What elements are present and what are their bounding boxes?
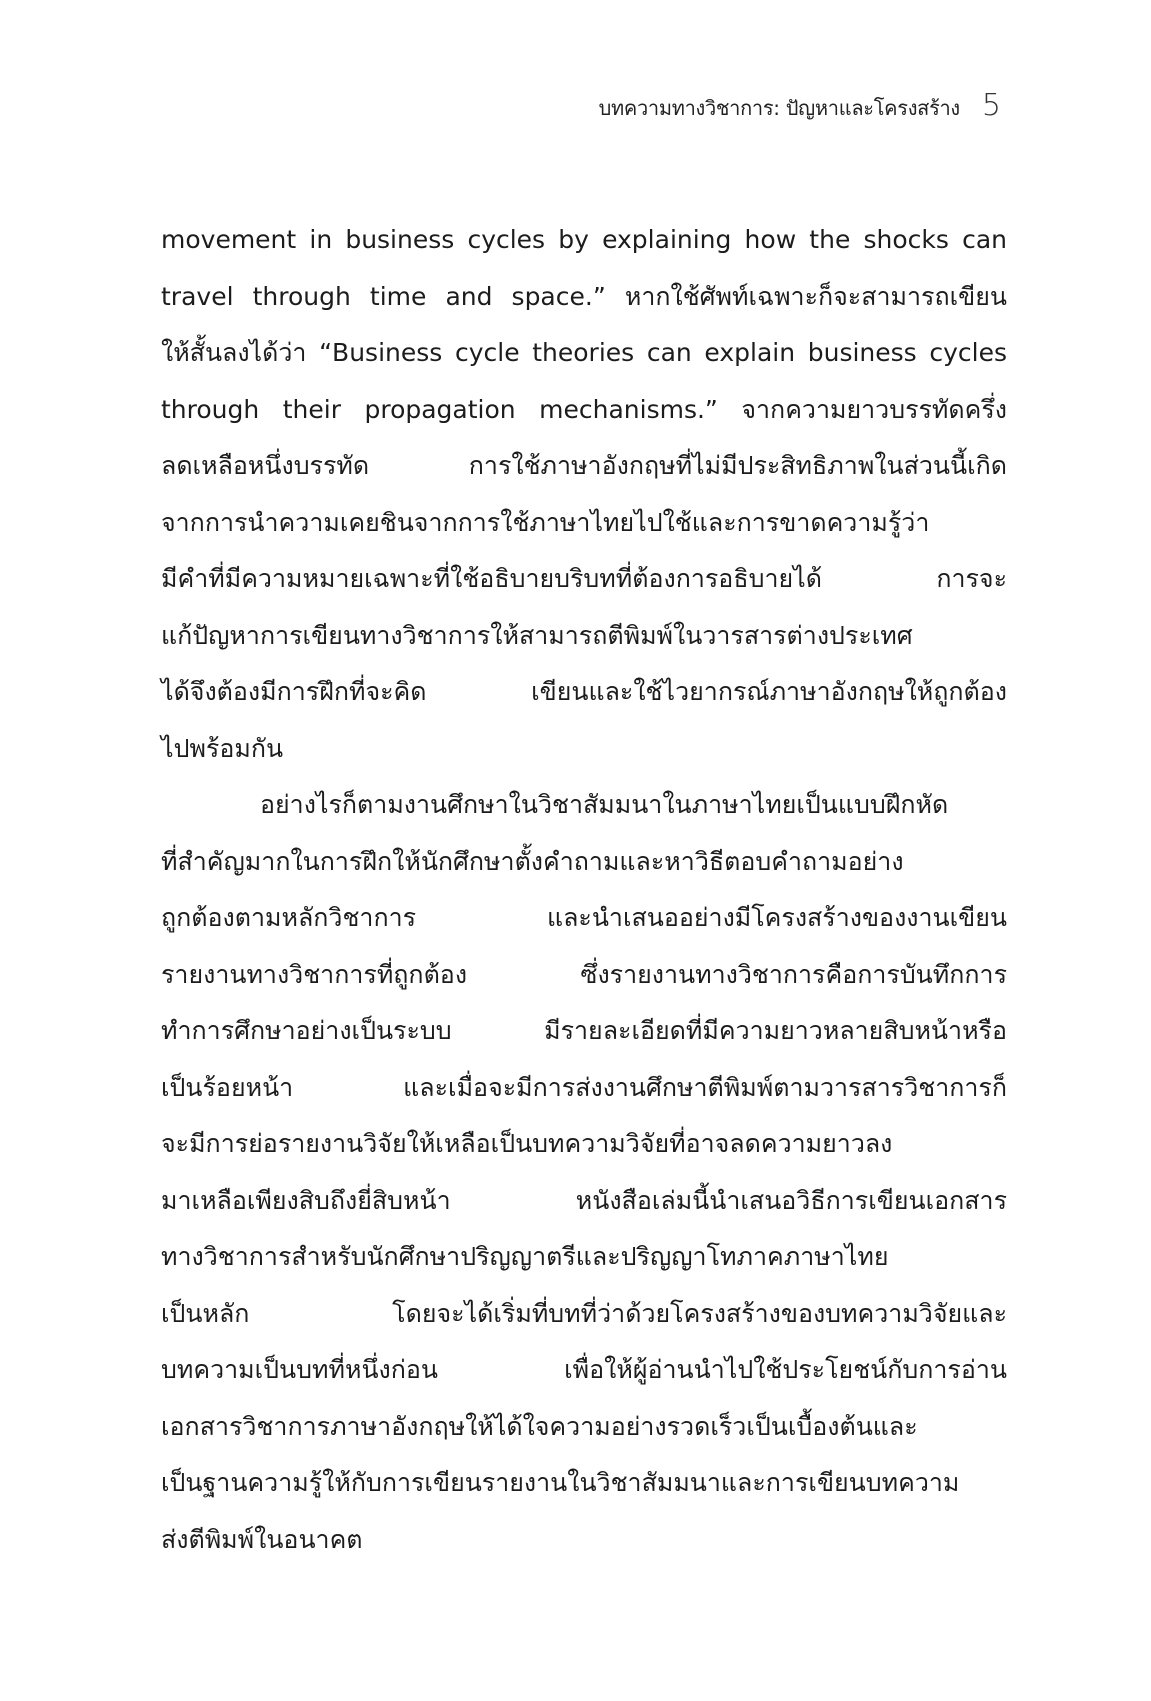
text-line: เอกสารวิชาการภาษาอังกฤษให้ได้ใจความอย่างรวดเร็วเป็นเบื้องต้นและ bbox=[161, 1411, 918, 1441]
text-line: เป็นหลัก โดยจะได้เริ่มที่บทที่ว่าด้วยโครงสร้างของบทความวิจัยและ bbox=[161, 1298, 1007, 1328]
text-line: ให้สั้นลงได้ว่า “Business cycle theories can explain business cycles bbox=[161, 338, 1007, 367]
text-line: ทำการศึกษาอย่างเป็นระบบ มีรายละเอียดที่มีความยาวหลายสิบหน้าหรือ bbox=[161, 1016, 1007, 1045]
paragraph-end-line: ส่งตีพิมพ์ในอนาคต bbox=[161, 1524, 363, 1554]
text-line: movement in business cycles by explaining how the shocks can bbox=[161, 225, 1007, 254]
page-number: 5 bbox=[981, 88, 1001, 123]
text-line: through their propagation mechanisms.” จากความยาวบรรทัดครึ่ง bbox=[161, 394, 1007, 424]
text-line: จากการนำความเคยชินจากการใช้ภาษาไทยไปใช้และการขาดความรู้ว่า bbox=[161, 507, 930, 537]
body-text bbox=[161, 212, 1007, 1568]
text-line: แก้ปัญหาการเขียนทางวิชาการให้สามารถตีพิมพ์ในวารสารต่างประเทศ bbox=[161, 620, 913, 650]
text-line: มาเหลือเพียงสิบถึงยี่สิบหน้า หนังสือเล่มนี้นำเสนอวิธีการเขียนเอกสาร bbox=[161, 1185, 1007, 1215]
text-line: ที่สำคัญมากในการฝึกให้นักศึกษาตั้งคำถามและหาวิธีตอบคำถามอย่าง bbox=[161, 846, 904, 876]
paragraph-end-line: ไปพร้อมกัน bbox=[161, 733, 284, 763]
text-line: ได้จึงต้องมีการฝึกที่จะคิด เขียนและใช้ไวยากรณ์ภาษาอังกฤษให้ถูกต้อง bbox=[161, 677, 1007, 706]
paragraph-first-line: อย่างไรก็ตามงานศึกษาในวิชาสัมมนาในภาษาไทยเป็นแบบฝึกหัด bbox=[260, 790, 949, 819]
running-header-title: บทความทางวิชาการ: ปัญหาและโครงสร้าง bbox=[598, 96, 960, 120]
text-line: บทความเป็นบทที่หนึ่งก่อน เพื่อให้ผู้อ่านนำไปใช้ประโยชน์กับการอ่าน bbox=[161, 1355, 1007, 1384]
text-line: จะมีการย่อรายงานวิจัยให้เหลือเป็นบทความวิจัยที่อาจลดความยาวลง bbox=[161, 1129, 893, 1158]
running-header bbox=[599, 88, 1001, 124]
text-line: เป็นฐานความรู้ให้กับการเขียนรายงานในวิชาสัมมนาและการเขียนบทความ bbox=[161, 1468, 960, 1497]
text-line: เป็นร้อยหน้า และเมื่อจะมีการส่งงานศึกษาตีพิมพ์ตามวารสารวิชาการก็ bbox=[161, 1072, 1007, 1102]
text-line: รายงานทางวิชาการที่ถูกต้อง ซึ่งรายงานทางวิชาการคือการบันทึกการ bbox=[161, 959, 1007, 989]
text-line: travel through time and space.” หากใช้ศัพท์เฉพาะก็จะสามารถเขียน bbox=[161, 281, 1007, 311]
text-line: ทางวิชาการสำหรับนักศึกษาปริญญาตรีและปริญญาโทภาคภาษาไทย bbox=[161, 1242, 889, 1271]
text-line: มีคำที่มีความหมายเฉพาะที่ใช้อธิบายบริบทที่ต้องการอธิบายได้ การจะ bbox=[161, 564, 1007, 593]
text-line: ถูกต้องตามหลักวิชาการ และนำเสนออย่างมีโครงสร้างของงานเขียน bbox=[161, 903, 1007, 932]
text-line: ลดเหลือหนึ่งบรรทัด การใช้ภาษาอังกฤษที่ไม่มีประสิทธิภาพในส่วนนี้เกิด bbox=[161, 451, 1007, 480]
